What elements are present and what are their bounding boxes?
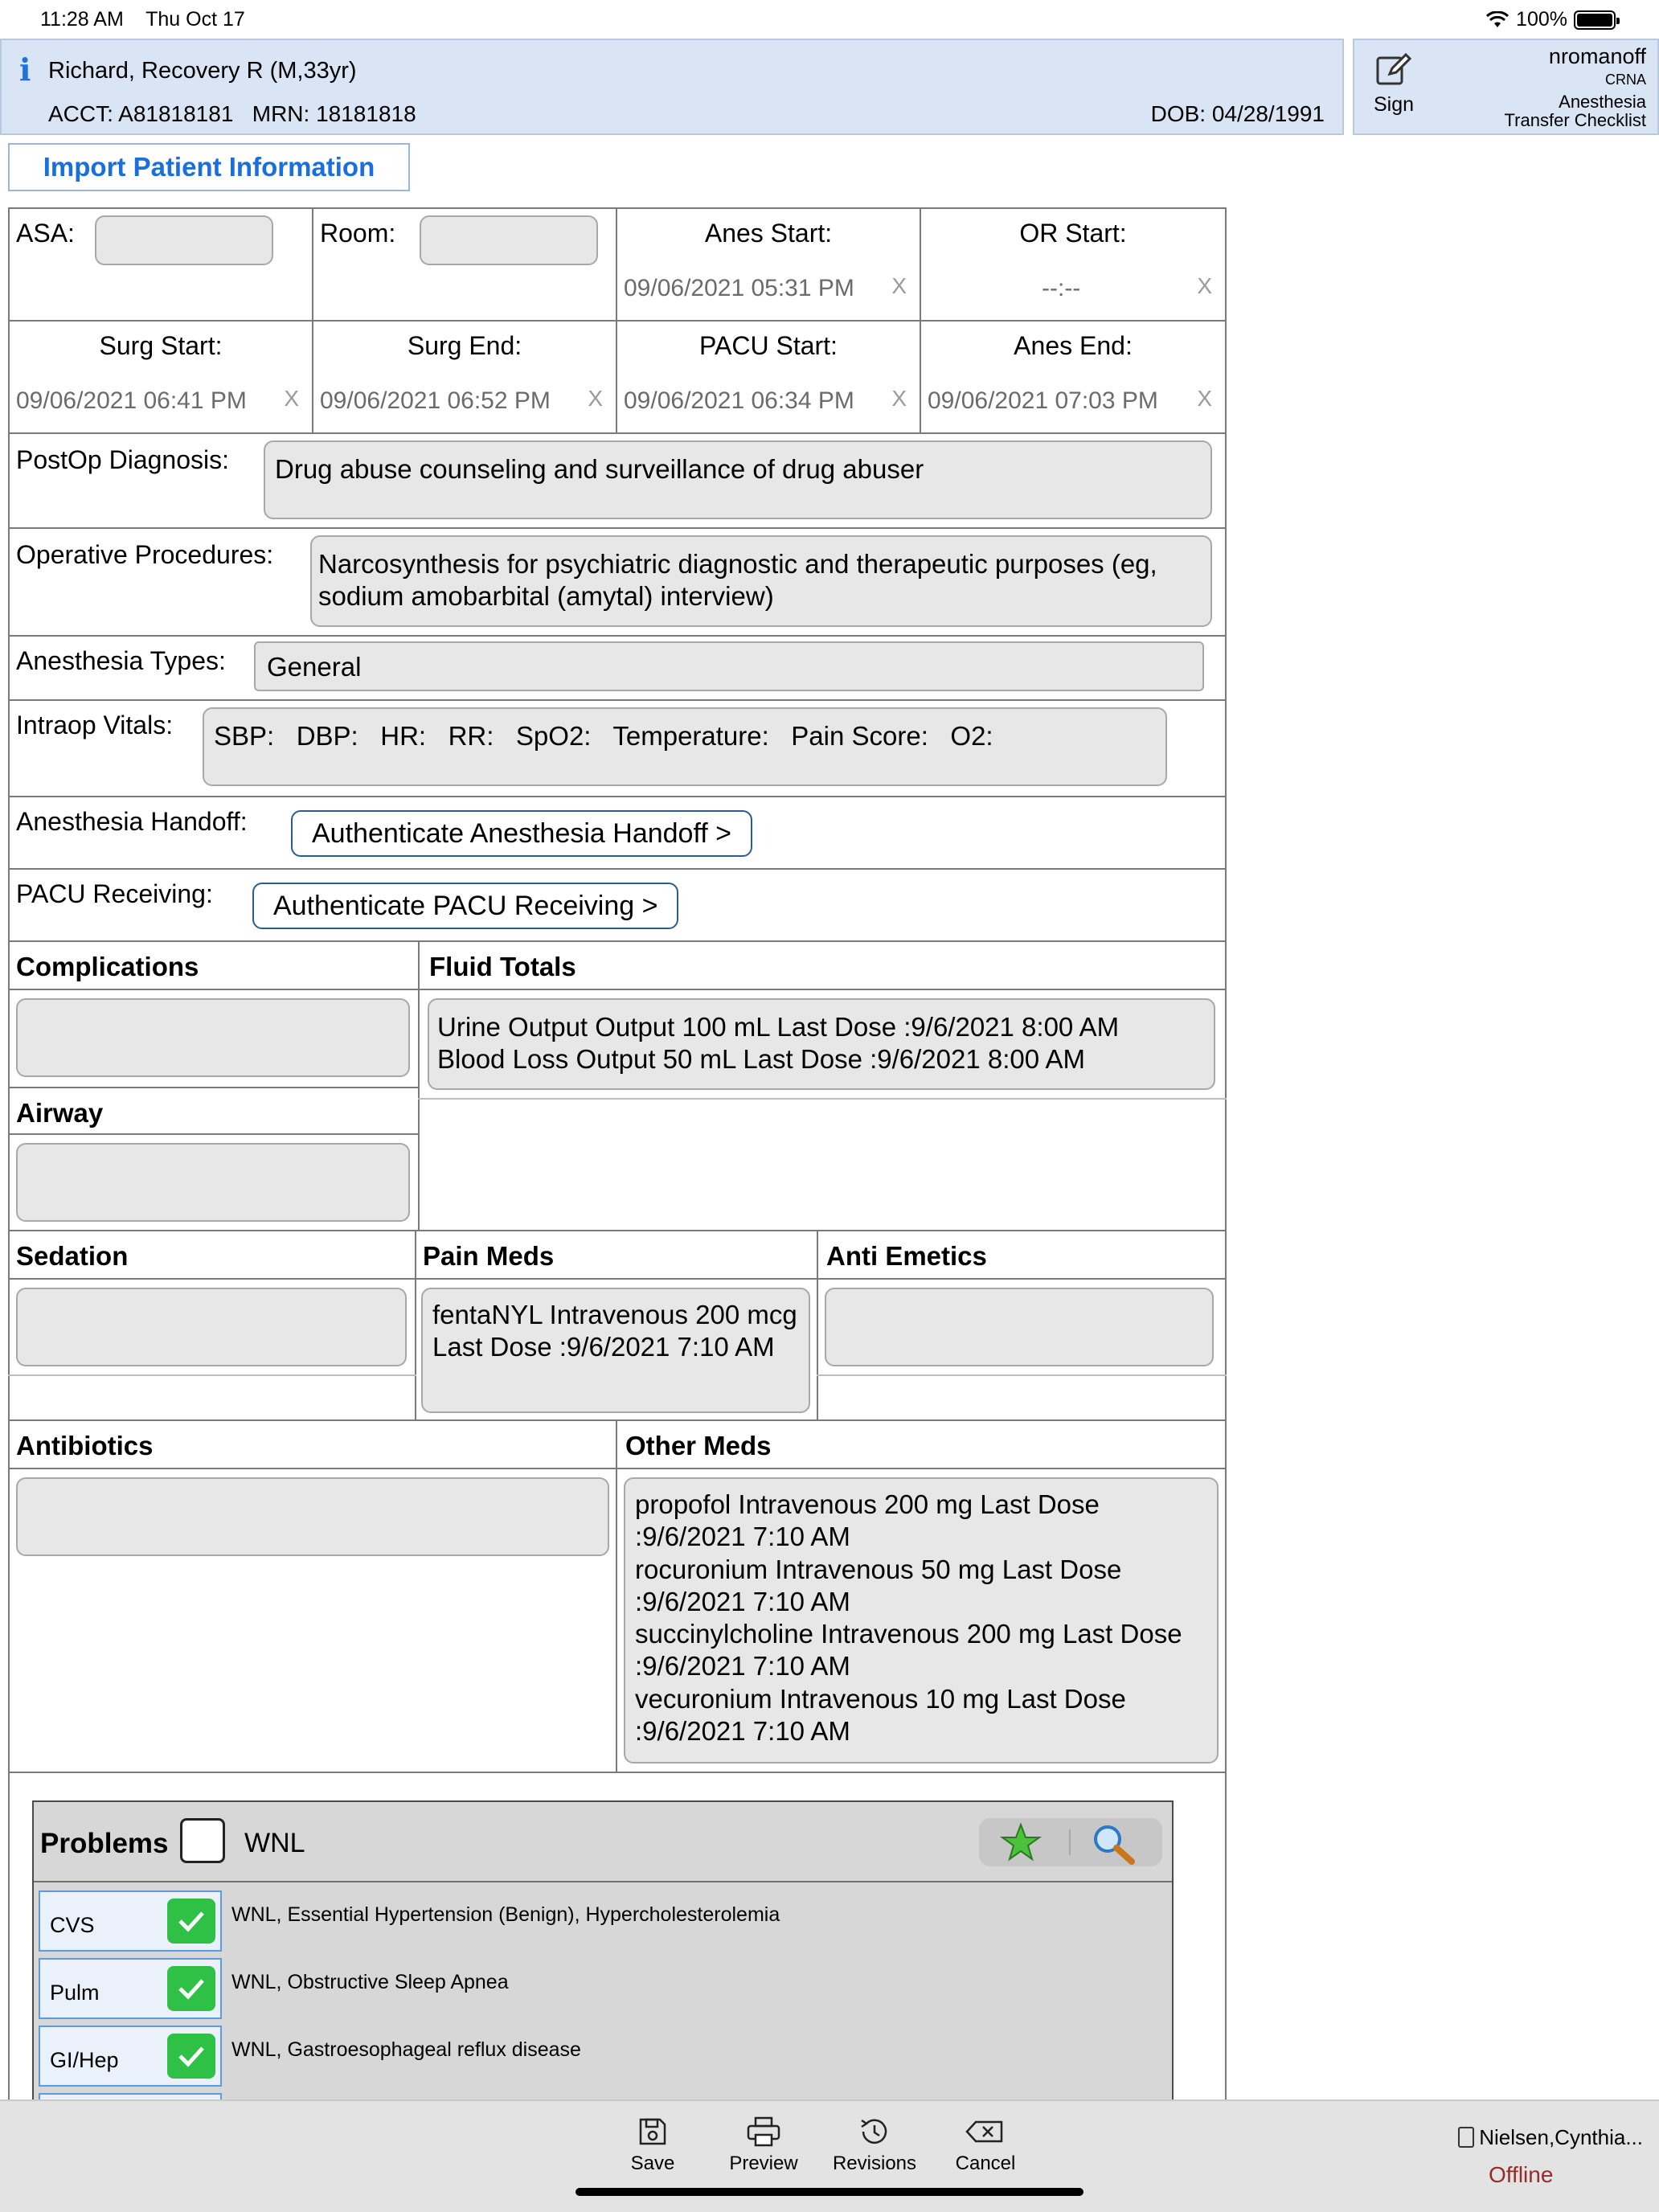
intraop-vitals-row <box>8 699 1227 797</box>
procedures-label: Operative Procedures: <box>16 540 274 569</box>
other-med-line: propofol Intravenous 200 mg Last Dose :9/6/2021 7:10 AM <box>635 1489 1100 1552</box>
airway-field[interactable] <box>16 1143 410 1222</box>
pacu-receiving-row <box>8 868 1227 942</box>
or-start-label: OR Start: <box>1019 219 1127 248</box>
anes-end-value[interactable]: 09/06/2021 07:03 PM <box>928 387 1158 414</box>
star-icon[interactable] <box>1000 1823 1042 1862</box>
postop-diagnosis-row <box>8 432 1227 529</box>
save-button[interactable] <box>596 2116 709 2175</box>
import-patient-button[interactable]: Import Patient Information <box>8 143 410 191</box>
wifi-icon <box>1485 11 1509 29</box>
date: Thu Oct 17 <box>145 8 245 31</box>
problem-row-pulm[interactable] <box>39 1958 222 2019</box>
acct-label: ACCT: <box>48 101 113 126</box>
mrn-label: MRN: <box>252 101 310 126</box>
user-role: CRNA <box>1604 72 1646 88</box>
other-med-line: vecuronium Intravenous 10 mg Last Dose :9/6/2021 7:10 AM <box>635 1683 1126 1746</box>
problems-toolbar <box>979 1818 1162 1866</box>
vitals-label: Intraop Vitals: <box>16 711 174 739</box>
history-icon <box>857 2116 892 2148</box>
asa-label: ASA: <box>16 219 75 248</box>
clear-surg-start-icon[interactable]: X <box>284 386 299 411</box>
status-bar <box>0 0 1659 39</box>
antibiotics-title: Antibiotics <box>16 1431 154 1460</box>
surg-end-label: Surg End: <box>407 331 522 360</box>
intraop-vitals-field[interactable]: SBP: DBP: HR: RR: SpO2: Temperature: Pain Score: O2: <box>203 707 1167 786</box>
anti-emetics-title: Anti Emetics <box>826 1241 987 1271</box>
patient-ids <box>48 101 416 127</box>
fluid-totals-field[interactable] <box>428 998 1215 1090</box>
user-info <box>1505 45 1646 129</box>
sedation-field[interactable] <box>16 1288 407 1366</box>
anes-end-label: Anes End: <box>1014 331 1133 360</box>
dob-value: 04/28/1991 <box>1211 101 1325 126</box>
info-icon[interactable]: i <box>19 51 31 88</box>
problem-row-gi-hep[interactable] <box>39 2026 222 2087</box>
username: nromanoff <box>1548 44 1646 68</box>
anes-start-cell[interactable] <box>616 207 921 322</box>
clock: 11:28 AM <box>40 8 124 31</box>
problem-label: Pulm <box>50 1981 100 2005</box>
postop-label: PostOp Diagnosis: <box>16 445 230 474</box>
clear-pacu-start-icon[interactable]: X <box>891 386 907 411</box>
revisions-button[interactable] <box>818 2116 931 2175</box>
form-name-line2: Transfer Checklist <box>1504 110 1646 131</box>
problems-panel <box>32 1800 1174 2106</box>
sign-panel <box>1353 39 1659 135</box>
revisions-label: Revisions <box>832 2153 917 2174</box>
surg-end-cell[interactable] <box>312 320 617 434</box>
printer-icon <box>746 2116 781 2148</box>
device-user-name: Nielsen,Cynthia... <box>1479 2125 1643 2149</box>
wnl-checkbox[interactable] <box>180 1818 225 1863</box>
complications-title: Complications <box>16 952 199 981</box>
anesthesia-types-row <box>8 635 1227 701</box>
wnl-label: WNL <box>244 1828 305 1858</box>
antibiotics-field[interactable] <box>16 1477 609 1556</box>
pain-meds-title: Pain Meds <box>423 1241 555 1271</box>
other-med-line: rocuronium Intravenous 50 mg Last Dose :9/6/2021 7:10 AM <box>635 1554 1122 1616</box>
pacu-start-cell[interactable] <box>616 320 921 434</box>
patient-dob <box>1151 101 1325 127</box>
problem-label: GI/Hep <box>50 2048 119 2072</box>
room-input[interactable] <box>420 215 598 265</box>
status-indicators <box>1485 8 1616 31</box>
delete-icon <box>965 2116 1006 2148</box>
fluid-line: Blood Loss Output 50 mL Last Dose :9/6/2021 8:00 AM <box>437 1044 1085 1075</box>
authenticate-handoff-button[interactable]: Authenticate Anesthesia Handoff > <box>291 810 752 857</box>
problem-detail: WNL, Essential Hypertension (Benign), Hypercholesterolemia <box>231 1903 780 1926</box>
battery-icon <box>1574 10 1616 30</box>
other-med-line: succinylcholine Intravenous 200 mg Last Dose :9/6/2021 7:10 AM <box>635 1619 1182 1682</box>
pain-meds-field[interactable]: fentaNYL Intravenous 200 mcg Last Dose :9/6/2021 7:10 AM <box>421 1288 810 1413</box>
anes-end-cell[interactable] <box>920 320 1227 434</box>
pacu-start-value[interactable]: 09/06/2021 06:34 PM <box>624 387 854 414</box>
checklist-form <box>8 207 1227 1775</box>
pacu-start-label: PACU Start: <box>699 331 838 360</box>
other-meds-title: Other Meds <box>625 1431 772 1460</box>
cancel-label: Cancel <box>955 2153 1016 2174</box>
room-cell <box>312 207 617 322</box>
clear-anes-start-icon[interactable]: X <box>891 273 907 298</box>
device-user[interactable] <box>1458 2125 1643 2150</box>
problem-detail: WNL, Obstructive Sleep Apnea <box>231 1971 509 1993</box>
preview-label: Preview <box>729 2153 798 2174</box>
surg-start-value[interactable]: 09/06/2021 06:41 PM <box>16 387 247 414</box>
problem-detail: WNL, Gastroesophageal reflux disease <box>231 2038 581 2061</box>
problems-title: Problems <box>40 1828 169 1859</box>
dob-label: DOB: <box>1150 101 1206 126</box>
sign-button[interactable]: Sign <box>1374 93 1415 116</box>
cancel-button[interactable] <box>929 2116 1042 2175</box>
anesthesia-types-field[interactable]: General <box>254 641 1204 691</box>
anesthesia-handoff-row <box>8 796 1227 870</box>
postop-diagnosis-field[interactable]: Drug abuse counseling and surveillance of drug abuser <box>264 440 1212 519</box>
clear-anes-end-icon[interactable]: X <box>1197 386 1212 411</box>
check-icon[interactable] <box>167 1899 215 1944</box>
or-start-cell[interactable] <box>920 207 1227 322</box>
patient-name: Richard, Recovery R (M,33yr) <box>48 58 357 84</box>
asa-cell <box>8 207 313 322</box>
preview-button[interactable] <box>707 2116 820 2175</box>
complications-field[interactable] <box>16 998 410 1077</box>
anes-types-label: Anesthesia Types: <box>16 646 226 675</box>
other-meds-field[interactable] <box>624 1477 1219 1763</box>
form-name-line1: Anesthesia <box>1559 92 1646 113</box>
fluid-line: Urine Output Output 100 mL Last Dose :9/6/2021 8:00 AM <box>437 1012 1120 1042</box>
contact-icon <box>1458 2127 1474 2148</box>
authenticate-pacu-button[interactable]: Authenticate PACU Receiving > <box>252 883 678 929</box>
save-icon <box>637 2116 669 2148</box>
patient-banner[interactable] <box>0 39 1344 135</box>
asa-input[interactable] <box>95 215 273 265</box>
fluid-totals-title: Fluid Totals <box>429 952 576 981</box>
connection-status: Offline <box>1489 2162 1554 2187</box>
anti-emetics-field[interactable] <box>825 1288 1214 1366</box>
check-icon[interactable] <box>167 1966 215 2011</box>
operative-procedures-field[interactable]: Narcosynthesis for psychiatric diagnostic and therapeutic purposes (eg, sodium amobarbital (amytal) interview) <box>310 535 1212 627</box>
clear-or-start-icon[interactable]: X <box>1197 273 1212 298</box>
acct-value: A81818181 <box>118 101 234 126</box>
save-label: Save <box>630 2153 675 2174</box>
search-icon[interactable] <box>1090 1821 1137 1865</box>
sign-icon[interactable] <box>1374 50 1414 90</box>
anes-start-value[interactable]: 09/06/2021 05:31 PM <box>624 275 854 301</box>
sedation-title: Sedation <box>16 1241 129 1271</box>
anes-start-label: Anes Start: <box>704 219 833 248</box>
home-indicator[interactable] <box>576 2188 1083 2196</box>
or-start-value[interactable]: --:-- <box>1042 275 1081 301</box>
pacu-recv-label: PACU Receiving: <box>16 879 213 908</box>
surg-start-label: Surg Start: <box>99 331 223 360</box>
status-time <box>40 8 245 31</box>
check-icon[interactable] <box>167 2034 215 2079</box>
problems-header <box>34 1802 1172 1882</box>
airway-title: Airway <box>16 1098 104 1128</box>
room-label: Room: <box>320 219 396 248</box>
problem-row-cvs[interactable] <box>39 1890 222 1952</box>
handoff-label: Anesthesia Handoff: <box>16 807 248 836</box>
clear-surg-end-icon[interactable]: X <box>588 386 603 411</box>
problem-label: CVS <box>50 1913 95 1937</box>
operative-procedures-row <box>8 527 1227 637</box>
battery-percent: 100% <box>1516 8 1567 31</box>
surg-end-value[interactable]: 09/06/2021 06:52 PM <box>320 387 551 414</box>
mrn-value: 18181818 <box>316 101 416 126</box>
surg-start-cell[interactable] <box>8 320 313 434</box>
